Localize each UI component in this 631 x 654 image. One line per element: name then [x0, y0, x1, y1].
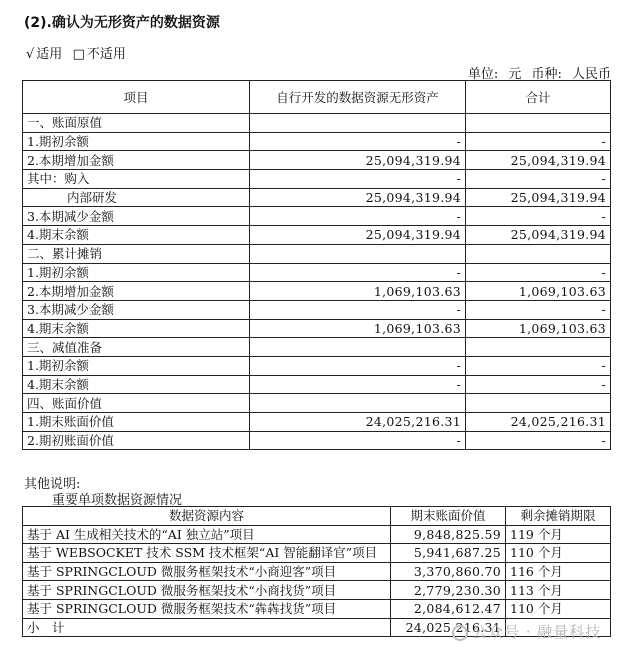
- table-row: [23, 300, 611, 319]
- self-developed-value: -: [250, 300, 466, 319]
- total-value: 1,069,103.63: [466, 319, 611, 338]
- amortization-term: 110 个月: [506, 544, 611, 563]
- checkbox-empty-icon: □: [72, 47, 85, 62]
- total-value: [466, 114, 611, 133]
- table-row: [23, 244, 611, 263]
- table-row: [23, 132, 611, 151]
- row-label: 2.本期增加金额: [23, 282, 250, 301]
- resource-name: 基于 SPRINGCLOUD 微服务框架技术“犇犇找货”项目: [23, 599, 391, 618]
- table-row: [23, 282, 611, 301]
- total-value: -: [466, 356, 611, 375]
- self-developed-value: [250, 114, 466, 133]
- total-value: 25,094,319.94: [466, 188, 611, 207]
- total-value: -: [466, 375, 611, 394]
- row-label: 2.本期增加金额: [23, 151, 250, 170]
- detail-row: [23, 544, 611, 563]
- detail-row: [23, 525, 611, 544]
- table-row: [23, 114, 611, 133]
- detail-title: 重要单项数据资源情况: [52, 493, 183, 508]
- total-value: 24,025,216.31: [466, 413, 611, 432]
- amortization-term: 110 个月: [506, 599, 611, 618]
- watermark-text: 公众号 · 融量科技: [472, 623, 602, 641]
- total-value: [466, 244, 611, 263]
- total-value: [466, 338, 611, 357]
- book-value: 24,025,216.31: [391, 618, 506, 637]
- table-row: [23, 375, 611, 394]
- total-value: -: [466, 431, 611, 450]
- self-developed-value: 1,069,103.63: [250, 319, 466, 338]
- detail-row: [23, 599, 611, 618]
- row-label: 四、账面价值: [23, 394, 250, 413]
- detail-row: [23, 581, 611, 600]
- table-row: [23, 188, 611, 207]
- row-label: 4.期末余额: [23, 226, 250, 245]
- amortization-term: 116 个月: [506, 562, 611, 581]
- table-row: [23, 207, 611, 226]
- table-row: [23, 263, 611, 282]
- book-value: 9,848,825.59: [391, 525, 506, 544]
- book-value: 2,084,612.47: [391, 599, 506, 618]
- resource-name: 基于 SPRINGCLOUD 微服务框架技术“小商找货”项目: [23, 581, 391, 600]
- self-developed-value: -: [250, 356, 466, 375]
- section-heading: (2).确认为无形资产的数据资源: [24, 15, 220, 31]
- total-value: -: [466, 170, 611, 189]
- row-label: 2.期初账面价值: [23, 431, 250, 450]
- detail-header-row: [23, 507, 611, 526]
- self-developed-value: -: [250, 431, 466, 450]
- column-header: 项目: [23, 81, 250, 114]
- self-developed-value: 25,094,319.94: [250, 151, 466, 170]
- total-value: -: [466, 132, 611, 151]
- self-developed-value: 25,094,319.94: [250, 188, 466, 207]
- total-value: 25,094,319.94: [466, 226, 611, 245]
- table-row: [23, 431, 611, 450]
- checkmark-icon: √: [26, 47, 35, 62]
- self-developed-value: -: [250, 170, 466, 189]
- total-value: 1,069,103.63: [466, 282, 611, 301]
- detail-column-header: 数据资源内容: [23, 507, 391, 526]
- row-label: 二、累计摊销: [23, 244, 250, 263]
- total-value: 25,094,319.94: [466, 151, 611, 170]
- row-label: 1.期初余额: [23, 356, 250, 375]
- self-developed-value: -: [250, 132, 466, 151]
- amortization-term: 113 个月: [506, 581, 611, 600]
- table-header-row: [23, 81, 611, 114]
- table-row: [23, 338, 611, 357]
- book-value: 3,370,860.70: [391, 562, 506, 581]
- row-label: 4.期末余额: [23, 319, 250, 338]
- self-developed-value: [250, 394, 466, 413]
- column-header: 合计: [466, 81, 611, 114]
- column-header: 自行开发的数据资源无形资产: [250, 81, 466, 114]
- detail-row: [23, 562, 611, 581]
- self-developed-value: -: [250, 207, 466, 226]
- not-applicable-label: 不适用: [86, 47, 126, 62]
- row-label: 3.本期减少金额: [23, 300, 250, 319]
- resource-name: 基于 AI 生成相关技术的“AI 独立站”项目: [23, 525, 391, 544]
- intangible-assets-table: [22, 80, 611, 450]
- table-row: [23, 319, 611, 338]
- self-developed-value: [250, 244, 466, 263]
- total-value: -: [466, 300, 611, 319]
- row-label: 一、账面原值: [23, 114, 250, 133]
- data-resource-detail-table: [22, 506, 611, 637]
- total-value: -: [466, 263, 611, 282]
- table-row: [23, 151, 611, 170]
- notes-title: 其他说明:: [24, 477, 81, 492]
- detail-column-header: 期末账面价值: [391, 507, 506, 526]
- applicability-line: [26, 43, 128, 62]
- self-developed-value: 25,094,319.94: [250, 226, 466, 245]
- row-label: 1.期初余额: [23, 263, 250, 282]
- row-label: 4.期末余额: [23, 375, 250, 394]
- row-label: 内部研发: [23, 188, 250, 207]
- self-developed-value: [250, 338, 466, 357]
- wechat-icon: [452, 625, 468, 641]
- resource-name: 基于 SPRINGCLOUD 微服务框架技术“小商迎客”项目: [23, 562, 391, 581]
- self-developed-value: 24,025,216.31: [250, 413, 466, 432]
- row-label: 1.期初余额: [23, 132, 250, 151]
- applicable-label: 适用: [36, 47, 63, 62]
- table-row: [23, 356, 611, 375]
- book-value: 5,941,687.25: [391, 544, 506, 563]
- table-row: [23, 170, 611, 189]
- row-label: 三、减值准备: [23, 338, 250, 357]
- total-value: [466, 394, 611, 413]
- row-label: 3.本期减少金额: [23, 207, 250, 226]
- amortization-term: 119 个月: [506, 525, 611, 544]
- self-developed-value: 1,069,103.63: [250, 282, 466, 301]
- table-row: [23, 413, 611, 432]
- self-developed-value: -: [250, 263, 466, 282]
- total-value: -: [466, 207, 611, 226]
- table-row: [23, 226, 611, 245]
- self-developed-value: -: [250, 375, 466, 394]
- resource-name: 基于 WEBSOCKET 技术 SSM 技术框架“AI 智能翻译官”项目: [23, 544, 391, 563]
- detail-column-header: 剩余摊销期限: [506, 507, 611, 526]
- resource-name: 小 计: [23, 618, 391, 637]
- row-label: 其中：购入: [23, 170, 250, 189]
- table-row: [23, 394, 611, 413]
- unit-currency-line: 单位: 元 币种: 人民币: [467, 67, 611, 82]
- watermark: [452, 621, 601, 642]
- row-label: 1.期末账面价值: [23, 413, 250, 432]
- book-value: 2,779,230.30: [391, 581, 506, 600]
